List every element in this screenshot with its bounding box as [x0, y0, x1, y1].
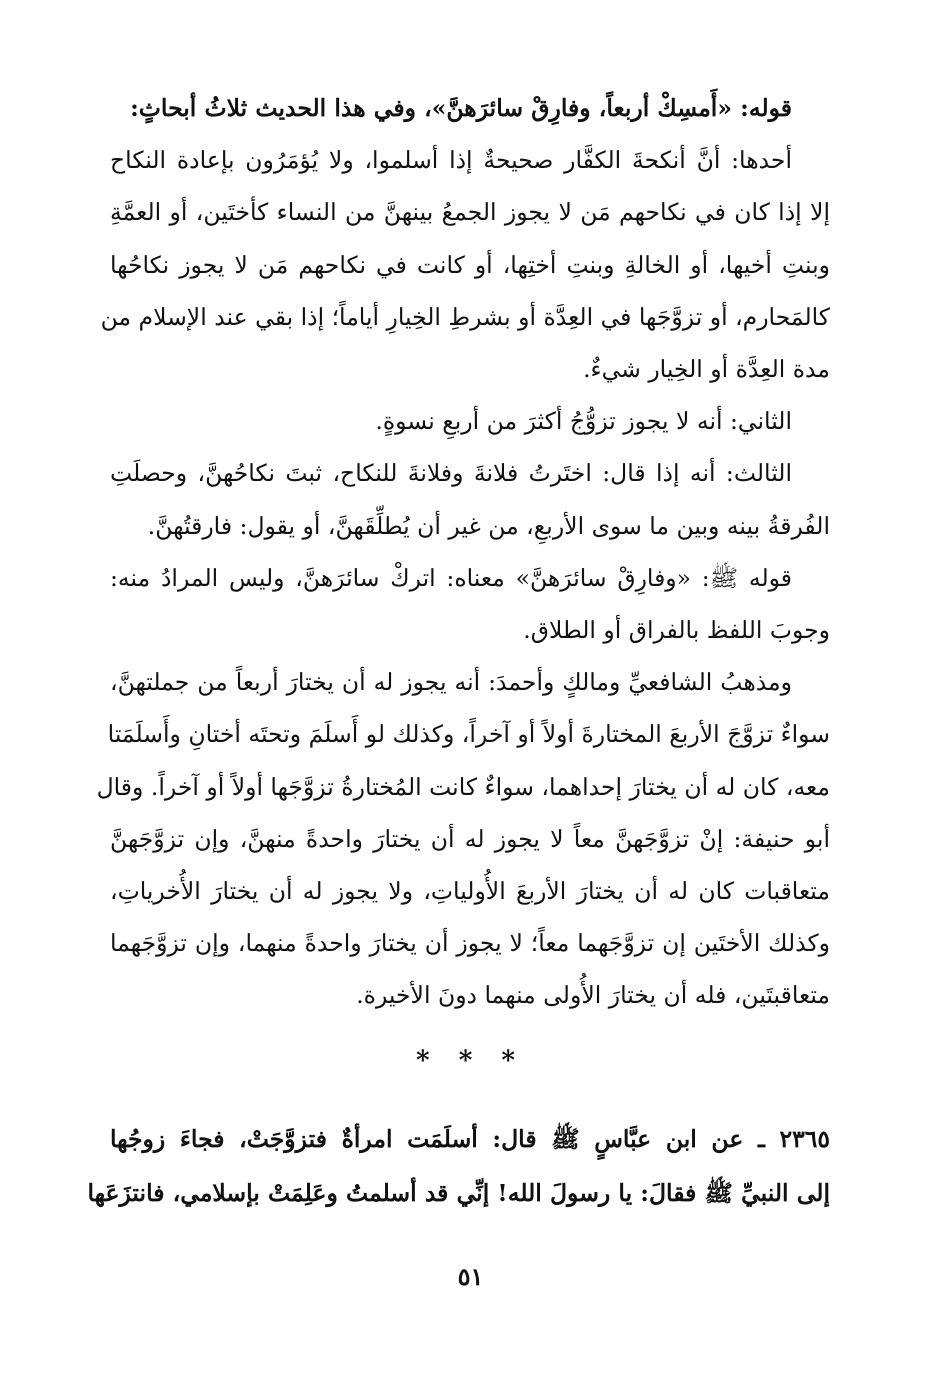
text-line: كالمَحارم، أو تزوَّجَها في العِدَّة أو بشرطِ الخِيارِ أياماً؛ إذا بقي عند الإسلام من — [100, 302, 830, 331]
section-separator: * * * — [416, 1046, 525, 1076]
paragraph-first — [100, 134, 830, 395]
text-line: وبنتِ أخيها، أو الخالةِ وبنتِ أختِها، أو كانت في نكاحهم مَن لا يجوز نكاحُها — [110, 250, 830, 279]
text-line: ومذهبُ الشافعيِّ ومالكٍ وأحمدَ: أنه يجوز له أن يختارَ أربعاً من جملتهنَّ، — [110, 668, 792, 697]
paragraph-third — [110, 447, 830, 551]
text-line: إلا إذا كان في نكاحهم مَن لا يجوز الجمعُ بينهنَّ من النساء كأختَين، أو العمَّةِ — [110, 198, 830, 227]
page-number: ٥١ — [457, 1262, 484, 1291]
text-line: سواءٌ تزوَّجَ الأربعَ المختارةَ أولاً أو آخراً، وكذلك لو أَسلَمَ وتحتَه أختانِ وأَسلَمَتا — [107, 720, 830, 749]
page-body — [96, 82, 830, 1022]
hadith-block — [87, 1112, 830, 1220]
paragraph-intro — [110, 82, 830, 134]
text-line: الثاني: أنه لا يجوز تزوُّجُ أكثرَ من أربعِ نسوةٍ. — [375, 407, 792, 436]
text-line: مدة العِدَّة أو الخِيار شيءٌ. — [583, 355, 830, 384]
text-line: قوله ﷺ: «وفارِقْ سائرَهنَّ» معناه: اتركْ سائرَهنَّ، وليس المرادُ منه: — [110, 563, 792, 592]
text-line: متعاقبات كان له أن يختارَ الأربعَ الأُولياتِ، ولا يجوز له أن يختارَ الأُخرياتِ، — [110, 877, 830, 906]
text-line: وكذلك الأختَين إن تزوَّجَهما معاً؛ لا يجوز أن يختارَ واحدةً منهما، وإن تزوَّجَهما — [110, 929, 830, 958]
text-line: قوله: «أَمسِكْ أربعاً، وفارِقْ سائرَهنَّ»، وفي هذا الحديث ثلاثُ أبحاثٍ: — [130, 94, 792, 122]
text-line: متعاقبتَين، فله أن يختارَ الأُولى منهما دونَ الأخيرة. — [356, 981, 830, 1010]
hadith-line: ٢٣٦٥ ـ عن ابن عبَّاسٍ ﷺ قال: أسلَمَت امرأةٌ فتزوَّجَتْ، فجاءَ زوجُها — [110, 1125, 830, 1153]
paragraph-meaning — [110, 552, 830, 656]
text-line: الثالث: أنه إذا قال: اختَرتُ فلانةَ وفلانةَ للنكاح، ثبتَ نكاحُهنَّ، وحصلَتِ — [110, 459, 792, 488]
paragraph-second — [110, 395, 830, 447]
text-line: أبو حنيفة: إنْ تزوَّجَهنَّ معاً لا يجوز له أن يختارَ واحدةً منهنَّ، وإن تزوَّجَهنَّ — [110, 824, 830, 853]
hadith-line: إلى النبيِّ ﷺ فقالَ: يا رسولَ الله! إنِّي قد أسلمتُ وعَلِمَتْ بإسلامي، فانتزَعَها — [87, 1179, 830, 1207]
text-line: وجوبَ اللفظ بالفراق أو الطلاق. — [523, 616, 830, 645]
text-line: أحدها: أنَّ أنكحةَ الكفَّار صحيحةٌ إذا أسلموا، ولا يُؤمَرُون بإعادة النكاح — [110, 146, 792, 175]
text-line: معه، كان له أن يختارَ إحداهما، سواءٌ كانت المُختارةُ تزوَّجَها أولاً أو آخراً. وقال — [96, 772, 830, 801]
paragraph-madhhab — [96, 656, 830, 1021]
text-line: الفُرقةُ بينه وبين ما سوى الأربعِ، من غير أن يُطلِّقَهنَّ، أو يقول: فارقتُهنَّ. — [147, 511, 830, 540]
